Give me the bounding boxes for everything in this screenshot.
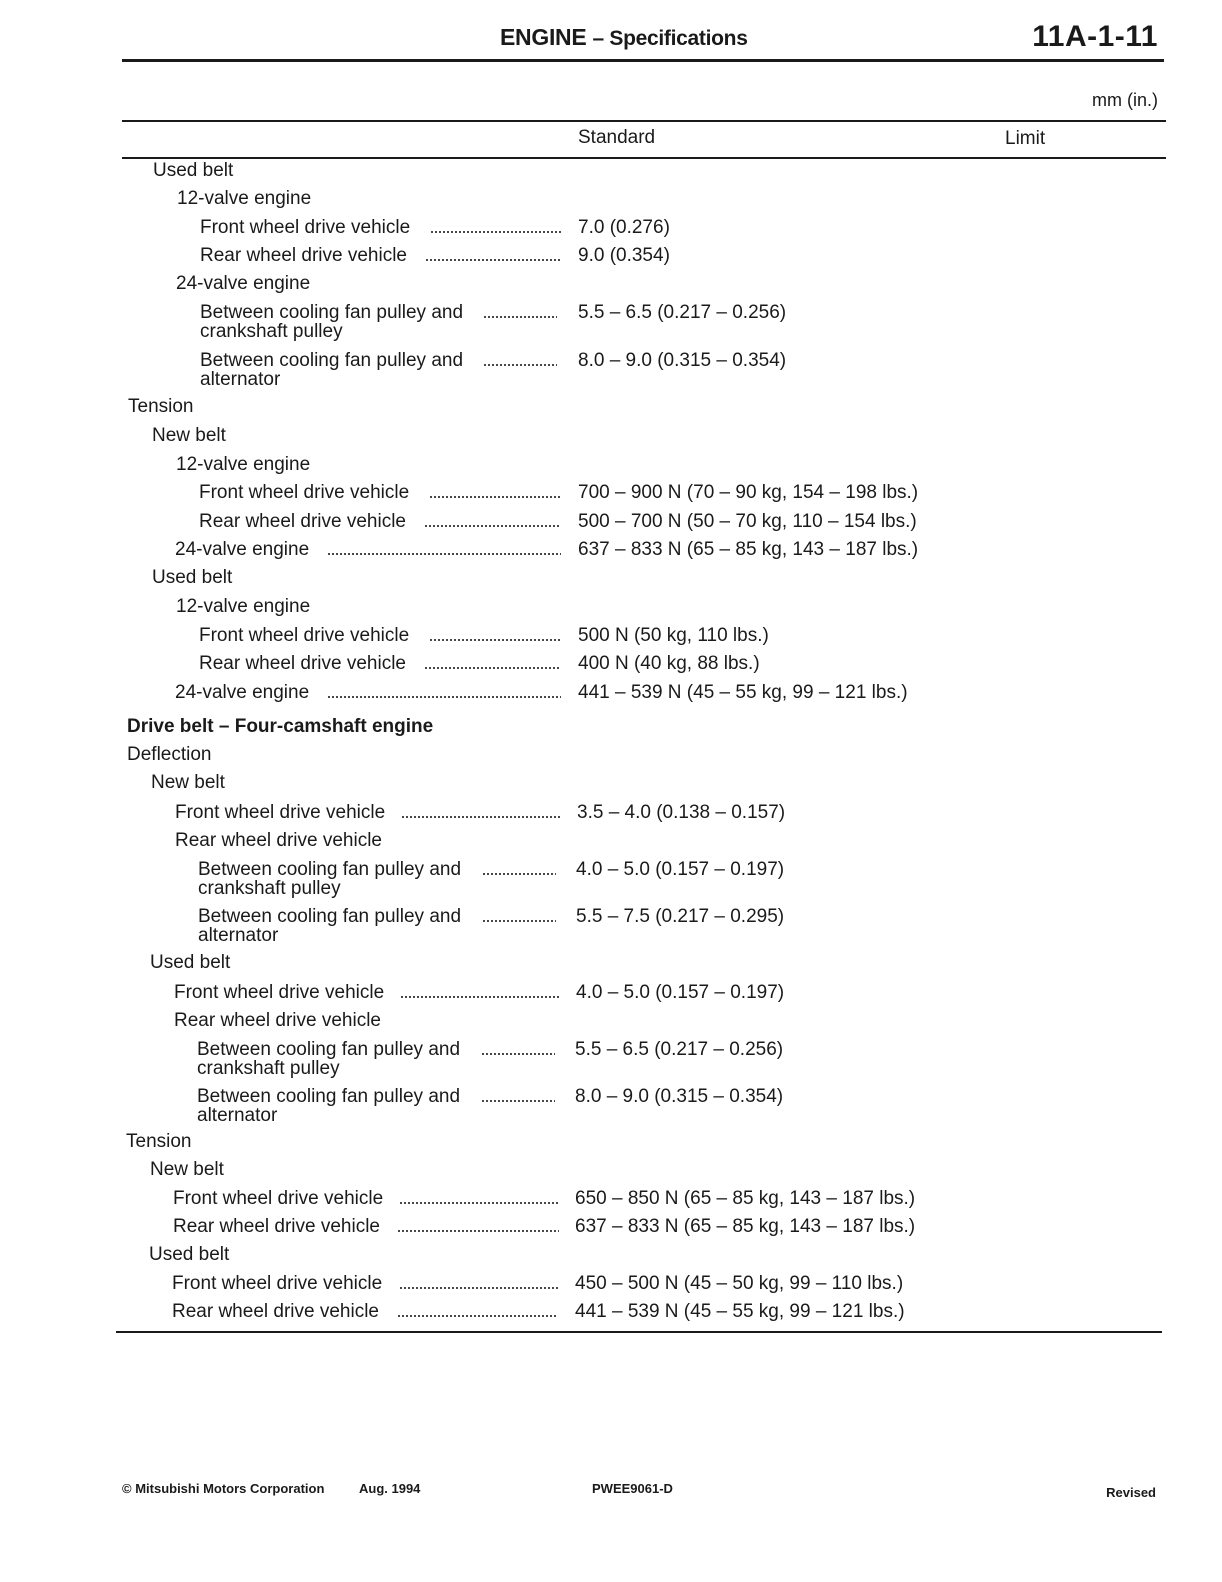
spec-value-standard: 8.0 – 9.0 (0.315 – 0.354) <box>575 1086 784 1107</box>
spec-row <box>176 455 310 474</box>
spec-label: Between cooling fan pulley and <box>197 1086 461 1107</box>
spec-row <box>173 1188 916 1209</box>
spec-label: Front wheel drive vehicle <box>175 802 386 823</box>
spec-value-standard: 7.0 (0.276) <box>578 217 670 238</box>
title-main: ENGINE <box>500 24 587 50</box>
leader-dots <box>483 362 557 368</box>
page-number: 11A-1-11 <box>1032 20 1158 53</box>
spec-row <box>175 682 908 703</box>
leader-dots <box>327 694 561 700</box>
spec-value-standard: 500 N (50 kg, 110 lbs.) <box>578 625 769 646</box>
spec-label: Used belt <box>152 567 233 588</box>
table-top-rule <box>122 120 1166 122</box>
column-header-rule <box>122 157 1166 159</box>
spec-value-standard: 637 – 833 N (65 – 85 kg, 143 – 187 lbs.) <box>578 539 919 560</box>
spec-value-standard: 4.0 – 5.0 (0.157 – 0.197) <box>576 859 785 880</box>
spec-label: Tension <box>126 1131 192 1152</box>
spec-row <box>127 745 212 764</box>
column-header-limit: Limit <box>1005 128 1046 149</box>
spec-label: Used belt <box>150 952 231 973</box>
spec-value-standard: 637 – 833 N (65 – 85 kg, 143 – 187 lbs.) <box>575 1216 916 1237</box>
leader-dots <box>400 994 560 1000</box>
leader-dots <box>481 1051 555 1057</box>
spec-label: Rear wheel drive vehicle <box>200 245 407 266</box>
spec-value-standard: 700 – 900 N (70 – 90 kg, 154 – 198 lbs.) <box>578 482 919 503</box>
spec-label: 12-valve engine <box>177 188 312 209</box>
spec-label: Tension <box>128 396 194 417</box>
spec-row <box>172 1301 905 1322</box>
title-sub: – Specifications <box>592 27 748 50</box>
spec-row <box>199 511 917 532</box>
spec-row <box>172 1273 904 1294</box>
spec-row <box>175 802 786 823</box>
spec-row <box>174 1011 381 1030</box>
leader-dots <box>399 1200 559 1206</box>
spec-row <box>177 189 311 208</box>
spec-label: Front wheel drive vehicle <box>200 217 411 238</box>
spec-row <box>175 539 919 560</box>
spec-label: Front wheel drive vehicle <box>199 482 410 503</box>
footer-copyright: © Mitsubishi Motors Corporation <box>122 1481 325 1496</box>
spec-label: 24-valve engine <box>176 273 311 294</box>
spec-value-standard: 450 – 500 N (45 – 50 kg, 99 – 110 lbs.) <box>575 1273 904 1294</box>
footer-status: Revised <box>1106 1485 1156 1500</box>
spec-label-cont: alternator <box>197 1105 278 1126</box>
spec-label: Rear wheel drive vehicle <box>199 511 406 532</box>
leader-dots <box>424 523 561 529</box>
spec-row <box>126 1132 192 1151</box>
spec-value-standard: 400 N (40 kg, 88 lbs.) <box>578 653 760 674</box>
spec-row <box>199 482 919 503</box>
spec-label: Rear wheel drive vehicle <box>175 830 382 851</box>
leader-dots <box>424 665 561 671</box>
footer-date: Aug. 1994 <box>359 1481 421 1496</box>
spec-row <box>199 653 760 674</box>
spec-label: Used belt <box>153 160 234 181</box>
spec-label: Between cooling fan pulley and <box>198 906 462 927</box>
spec-row <box>198 906 785 946</box>
spec-label: 12-valve engine <box>176 454 311 475</box>
spec-row <box>149 1245 229 1264</box>
spec-value-standard: 4.0 – 5.0 (0.157 – 0.197) <box>576 982 785 1003</box>
spec-value-standard: 441 – 539 N (45 – 55 kg, 99 – 121 lbs.) <box>575 1301 905 1322</box>
spec-label: Front wheel drive vehicle <box>172 1273 383 1294</box>
leader-dots <box>401 814 561 820</box>
spec-row <box>176 274 310 293</box>
leader-dots <box>483 314 557 320</box>
spec-label: New belt <box>152 425 226 446</box>
spec-row <box>152 568 232 587</box>
leader-dots <box>425 257 562 263</box>
page-title <box>500 24 748 51</box>
spec-value-standard: 3.5 – 4.0 (0.138 – 0.157) <box>577 802 786 823</box>
spec-row <box>128 397 194 416</box>
spec-row <box>150 953 230 972</box>
table-bottom-rule <box>116 1331 1162 1333</box>
spec-label: 24-valve engine <box>175 539 310 560</box>
units-label: mm (in.) <box>1092 90 1158 110</box>
spec-label: Deflection <box>127 744 212 765</box>
leader-dots <box>481 1098 555 1104</box>
spec-value-standard: 650 – 850 N (65 – 85 kg, 143 – 187 lbs.) <box>575 1188 916 1209</box>
spec-label: Between cooling fan pulley and <box>198 859 462 880</box>
spec-value-standard: 5.5 – 7.5 (0.217 – 0.295) <box>576 906 785 927</box>
spec-row <box>175 831 382 850</box>
spec-label: Between cooling fan pulley and <box>200 350 464 371</box>
spec-label: Front wheel drive vehicle <box>199 625 410 646</box>
leader-dots <box>482 918 556 924</box>
spec-label: New belt <box>150 1159 224 1180</box>
spec-value-standard: 500 – 700 N (50 – 70 kg, 110 – 154 lbs.) <box>578 511 917 532</box>
spec-label: Used belt <box>149 1244 230 1265</box>
spec-row <box>198 859 785 899</box>
leader-dots <box>429 494 561 500</box>
spec-label: Front wheel drive vehicle <box>173 1188 384 1209</box>
spec-row <box>200 350 787 390</box>
spec-label: Rear wheel drive vehicle <box>199 653 406 674</box>
spec-label-cont: crankshaft pulley <box>200 321 343 342</box>
spec-row <box>150 1160 224 1179</box>
leader-dots <box>429 637 561 643</box>
leader-dots <box>397 1313 558 1319</box>
spec-value-standard: 8.0 – 9.0 (0.315 – 0.354) <box>578 350 787 371</box>
spec-row <box>176 597 310 616</box>
spec-row <box>200 302 787 342</box>
leader-dots <box>430 229 562 235</box>
column-header-standard: Standard <box>578 127 656 148</box>
spec-label: Between cooling fan pulley and <box>197 1039 461 1060</box>
spec-value-standard: 9.0 (0.354) <box>578 245 670 266</box>
header-rule <box>122 59 1164 62</box>
spec-row <box>151 773 225 792</box>
leader-dots <box>397 1228 559 1234</box>
spec-row <box>174 982 785 1003</box>
footer-doc-code: PWEE9061-D <box>592 1481 673 1496</box>
spec-row <box>199 625 769 646</box>
spec-label-cont: crankshaft pulley <box>197 1058 340 1079</box>
leader-dots <box>327 551 561 557</box>
section-heading <box>127 717 433 736</box>
spec-label-cont: alternator <box>198 925 279 946</box>
spec-row <box>152 426 226 445</box>
spec-label: Rear wheel drive vehicle <box>174 1010 381 1031</box>
spec-label-cont: alternator <box>200 369 281 390</box>
spec-label: Front wheel drive vehicle <box>174 982 385 1003</box>
spec-value-standard: 5.5 – 6.5 (0.217 – 0.256) <box>575 1039 784 1060</box>
section-heading-label: Drive belt – Four-camshaft engine <box>127 716 434 737</box>
spec-row <box>200 217 670 238</box>
spec-value-standard: 441 – 539 N (45 – 55 kg, 99 – 121 lbs.) <box>578 682 908 703</box>
leader-dots <box>399 1285 558 1291</box>
spec-row <box>197 1039 784 1079</box>
spec-row <box>200 245 670 266</box>
spec-row <box>173 1216 916 1237</box>
spec-label: 24-valve engine <box>175 682 310 703</box>
spec-value-standard: 5.5 – 6.5 (0.217 – 0.256) <box>578 302 787 323</box>
leader-dots <box>482 871 556 877</box>
spec-label: Between cooling fan pulley and <box>200 302 464 323</box>
spec-label: New belt <box>151 772 225 793</box>
spec-row <box>197 1086 784 1126</box>
spec-label: Rear wheel drive vehicle <box>173 1216 380 1237</box>
spec-label-cont: crankshaft pulley <box>198 878 341 899</box>
spec-label: 12-valve engine <box>176 596 311 617</box>
spec-label: Rear wheel drive vehicle <box>172 1301 379 1322</box>
spec-row <box>153 161 233 180</box>
